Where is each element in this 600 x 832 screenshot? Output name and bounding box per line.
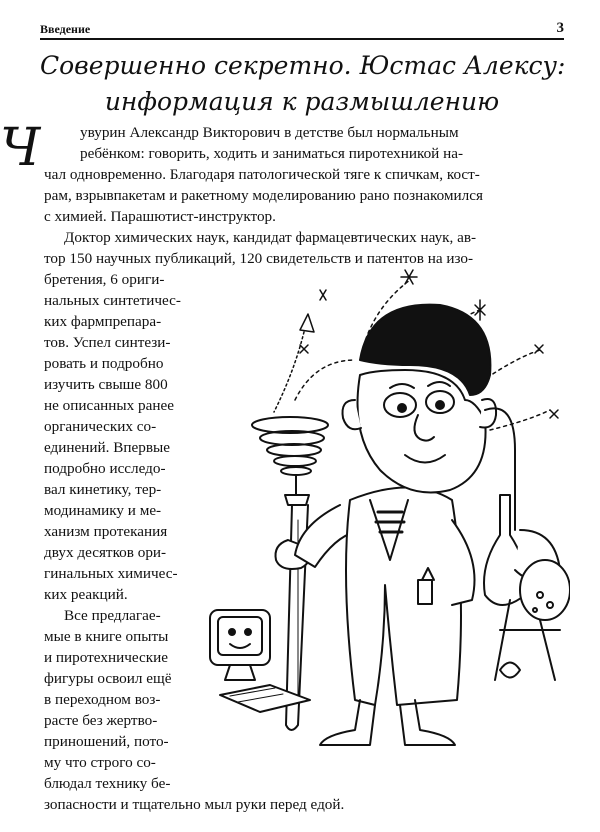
text-line: подробно исследо- — [44, 460, 166, 477]
text-line: блюдал технику бе- — [44, 775, 171, 792]
text-line: органических со- — [44, 418, 157, 435]
page-number: 3 — [556, 20, 564, 36]
text-line: не описанных ранее — [44, 397, 174, 414]
title-line-2: информация к размышлению — [104, 87, 500, 116]
text-line: ких реакций. — [44, 586, 128, 603]
cartoon-computer — [210, 610, 310, 712]
text-line: тов. Успел синтези- — [44, 334, 171, 351]
text-line: чал одновременно. Благодаря патологической тяге к спичкам, кост- — [44, 166, 480, 183]
text-line: вал кинетику, тер- — [44, 481, 162, 498]
text-line: единений. Впервые — [44, 439, 170, 456]
text-line: Все предлагае- — [64, 607, 161, 624]
text-line: нальных синтетичес- — [44, 292, 181, 309]
lab-coat — [295, 488, 475, 706]
legs-and-shoes — [320, 700, 455, 745]
chapter-title — [40, 48, 564, 120]
drop-cap: Ч — [0, 118, 41, 178]
title-line-1: Совершенно секретно. Юстас Алексу: — [40, 51, 566, 80]
chemist-cartoon-illustration — [200, 250, 570, 750]
text-line: рам, взрывпакетам и ракетному моделированию рано познакомился — [44, 187, 483, 204]
text-line: мые в книге опыты — [44, 628, 169, 645]
text-line: бретения, 6 ориги- — [44, 271, 165, 288]
text-line: расте без жертво- — [44, 712, 158, 729]
text-line: ребёнком: говорить, ходить и заниматься пиротехникой на- — [80, 145, 464, 162]
text-line: му что строго со- — [44, 754, 156, 771]
running-header — [40, 20, 564, 40]
spiral-condenser — [252, 417, 328, 730]
text-line: ких фармпрепара- — [44, 313, 162, 330]
text-line: ханизм протекания — [44, 523, 168, 540]
cartoon-head — [343, 305, 497, 493]
text-line: Доктор химических наук, кандидат фармацевтических наук, ав- — [64, 229, 477, 246]
text-line: и пиротехнические — [44, 649, 168, 666]
text-line: тор 150 научных публикаций, 120 свидетельств и патентов на изо- — [44, 250, 474, 267]
text-line: приношений, пото- — [44, 733, 169, 750]
text-line: изучить свыше 800 — [44, 376, 168, 393]
text-line: ровать и подробно — [44, 355, 164, 372]
text-line: увурин Александр Викторович в детстве был нормальным — [80, 124, 459, 141]
text-line: модинамику и ме- — [44, 502, 162, 519]
text-line: фигуры освоил ещё — [44, 670, 172, 687]
text-line: двух десятков ори- — [44, 544, 167, 561]
section-name: Введение — [40, 22, 91, 36]
text-line: зопасности и тщательно мыл руки перед едой. — [44, 796, 345, 813]
text-line: гинальных химичес- — [44, 565, 178, 582]
flasks-on-stand — [484, 495, 570, 680]
text-line: в переходном воз- — [44, 691, 161, 708]
text-line: с химией. Парашютист-инструктор. — [44, 208, 276, 225]
rocket — [274, 314, 314, 412]
